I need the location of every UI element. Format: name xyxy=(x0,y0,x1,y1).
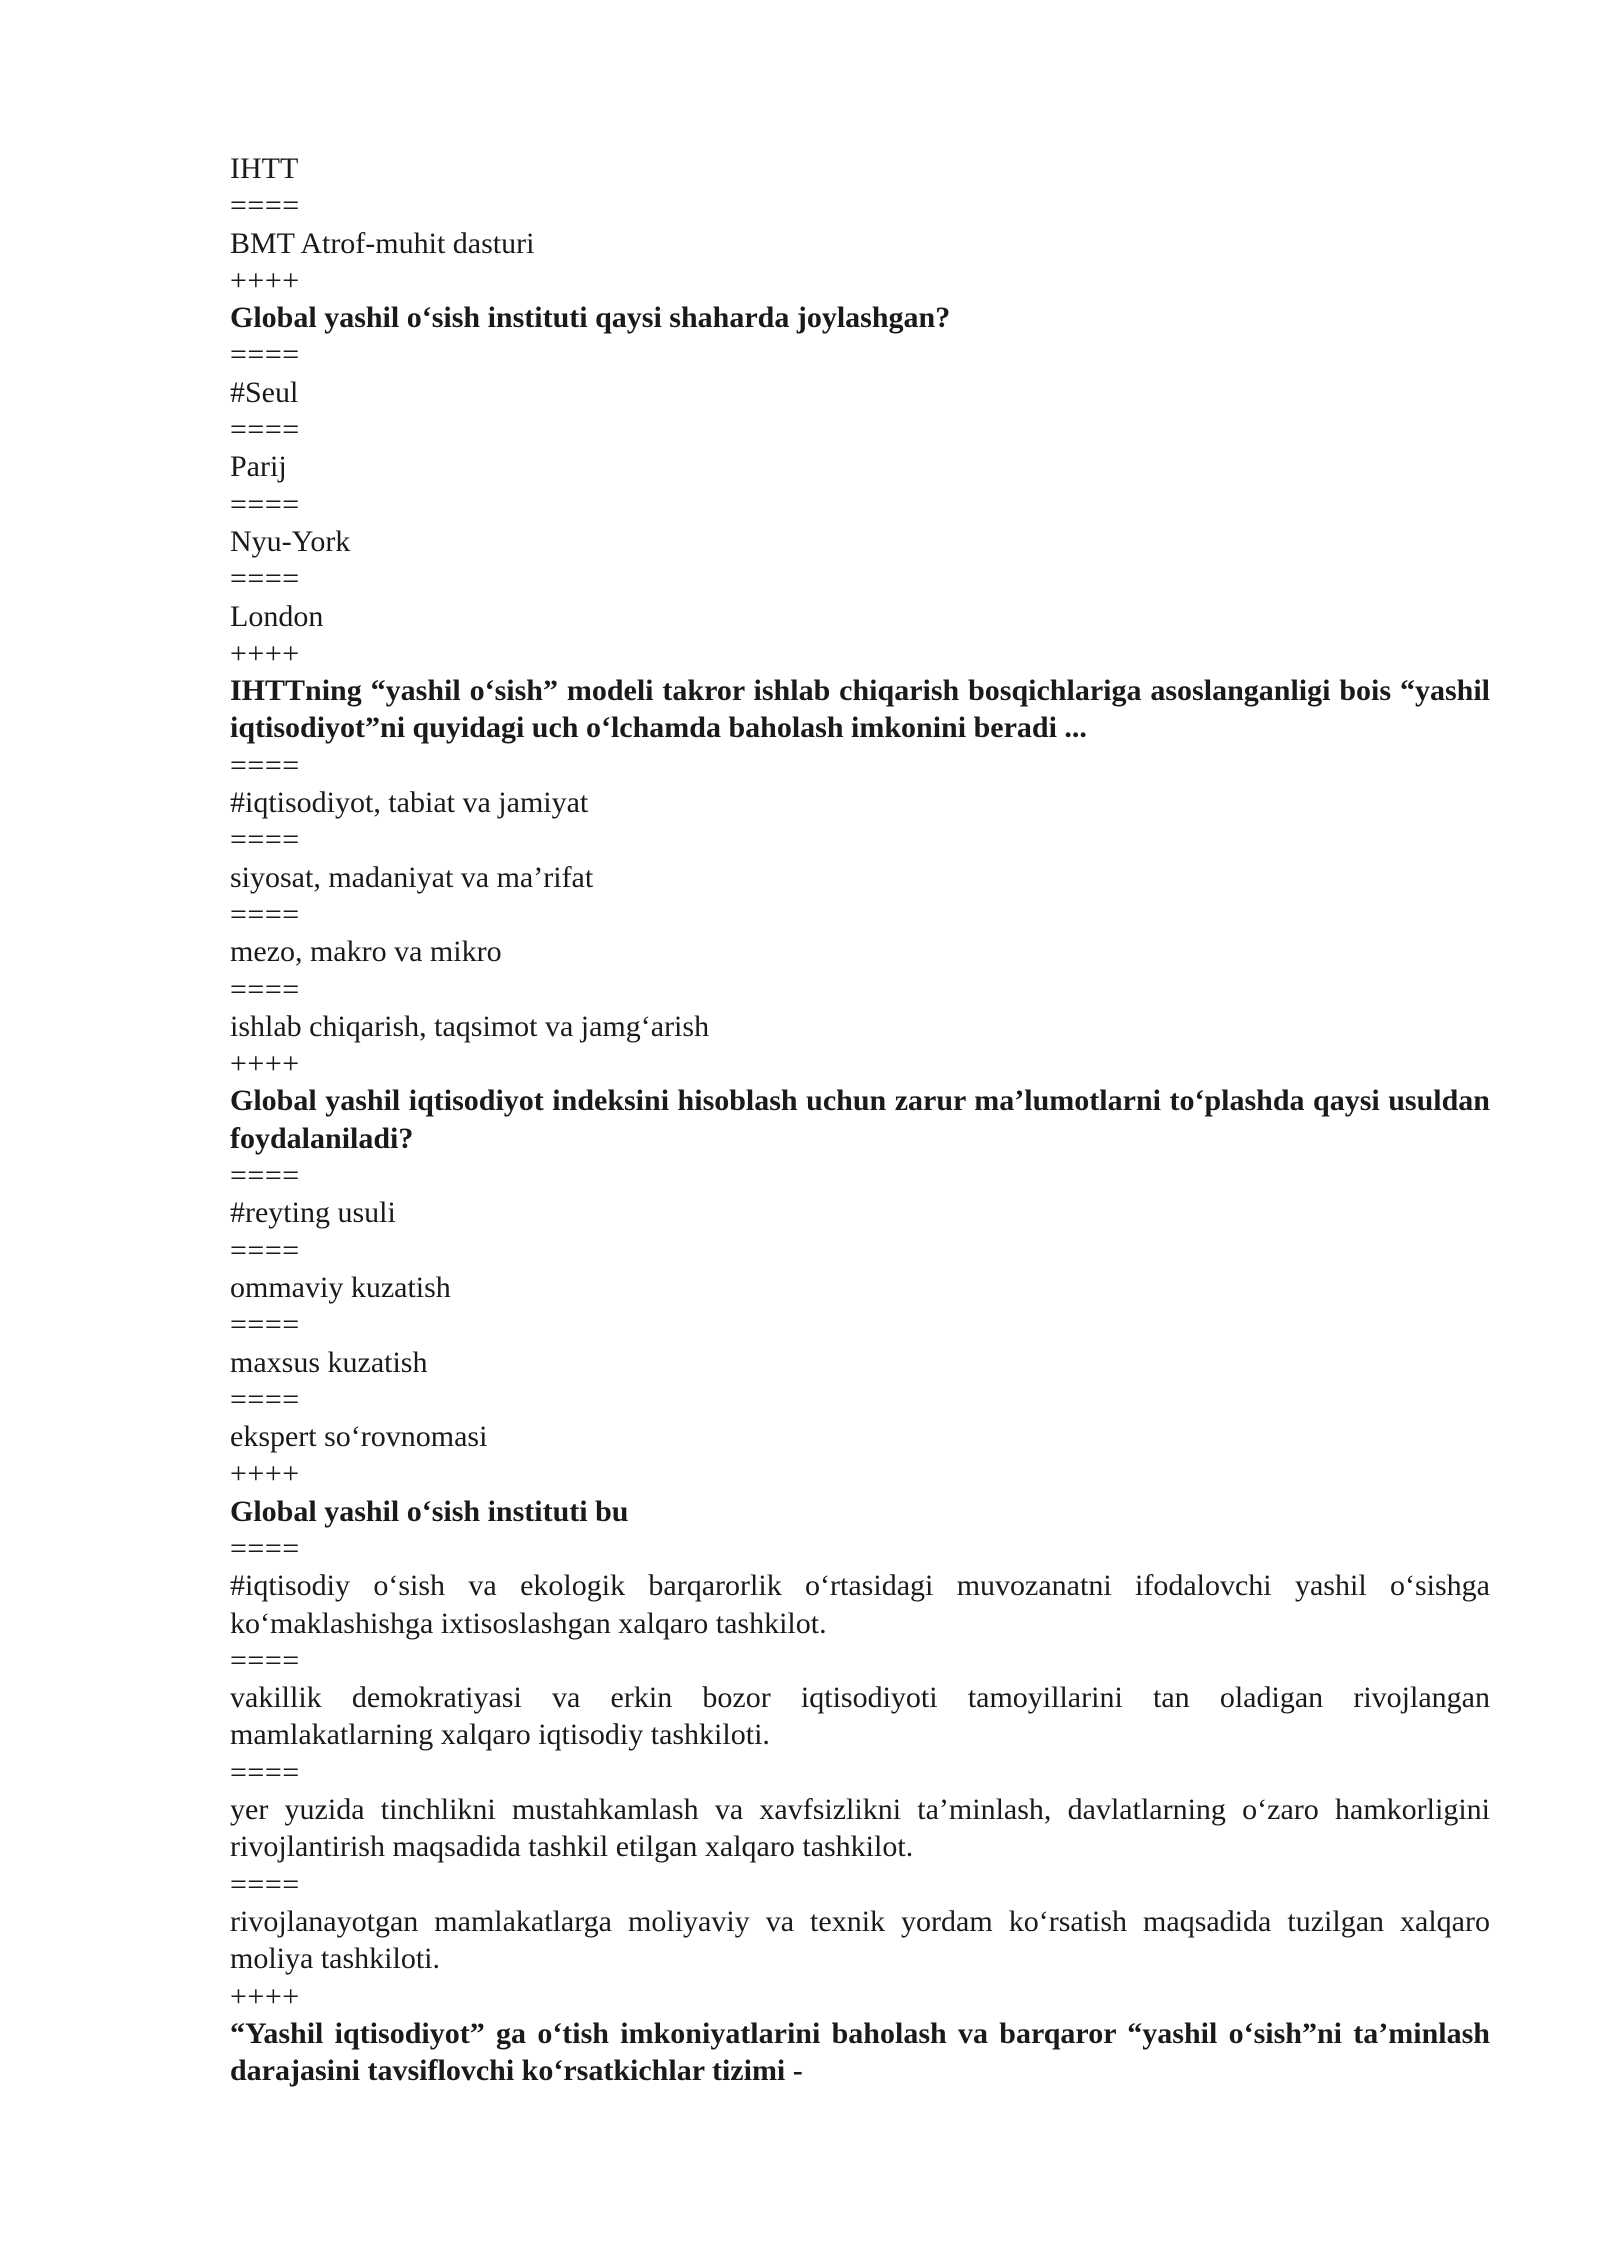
separator-line: ==== xyxy=(230,562,300,596)
answer-option: IHTT xyxy=(230,152,299,185)
answer-option: #iqtisodiyot, tabiat va jamiyat xyxy=(230,786,589,820)
separator-line: ==== xyxy=(230,1233,300,1267)
separator-line: ==== xyxy=(230,1755,300,1789)
question-text: Global yashil o‘sish instituti bu xyxy=(230,1494,629,1528)
answer-option: #Seul xyxy=(230,375,299,409)
separator-line: ==== xyxy=(230,1159,300,1193)
separator-line: ==== xyxy=(230,1382,300,1416)
separator-line: ==== xyxy=(230,897,300,931)
answer-option: rivojlanayotgan mamlakatlarga moliyaviy va texnik yordam ko‘rsatish maqsadida tuzilgan xalqaro moliya tashkiloti. xyxy=(230,1904,1498,1976)
separator-line: ==== xyxy=(230,823,300,857)
question-text: IHTTning “yashil o‘sish” modeli takror ishlab chiqarish bosqichlariga asoslanganligi bois “yashil iqtisodiyot”ni quyidagi uch o‘lchamda baholash imkonini beradi ... xyxy=(230,674,1498,745)
question-text: Global yashil iqtisodiyot indeksini hisoblash uchun zarur ma’lumotlarni to‘plashda qaysi usuldan foydalaniladi? xyxy=(230,1084,1498,1155)
separator-line: ++++ xyxy=(230,1979,300,2013)
separator-line: ==== xyxy=(230,1531,300,1565)
separator-line: ==== xyxy=(230,413,300,447)
separator-line: ++++ xyxy=(230,1457,300,1491)
answer-option: Nyu-York xyxy=(230,524,351,558)
answer-option: #iqtisodiy o‘sish va ekologik barqarorlik o‘rtasidagi muvozanatni ifodalovchi yashil o‘sishga ko‘maklashishga ixtisoslashgan xalqaro tashkilot. xyxy=(230,1569,1498,1640)
answer-option: siyosat, madaniyat va ma’rifat xyxy=(230,860,594,894)
separator-line: ==== xyxy=(230,1308,300,1342)
separator-line: ++++ xyxy=(230,1047,300,1081)
separator-line: ==== xyxy=(230,972,300,1006)
answer-option: mezo, makro va mikro xyxy=(230,935,502,969)
answer-option: London xyxy=(230,599,324,633)
question-text: “Yashil iqtisodiyot” ga o‘tish imkoniyatlarini baholash va barqaror “yashil o‘sish”ni ta’minlash darajasini tavsiflovchi ko‘rsatkichlar tizimi - xyxy=(230,2016,1498,2088)
answer-option: #reyting usuli xyxy=(230,1196,396,1230)
separator-line: ==== xyxy=(230,338,300,372)
separator-line: ==== xyxy=(230,1643,300,1677)
separator-line: ==== xyxy=(230,189,300,223)
answer-option: Parij xyxy=(230,450,287,484)
separator-line: ==== xyxy=(230,487,300,521)
answer-option: ekspert so‘rovnomasi xyxy=(230,1420,488,1454)
separator-line: ++++ xyxy=(230,636,300,670)
answer-option: ishlab chiqarish, taqsimot va jamg‘arish xyxy=(230,1009,710,1043)
answer-option: vakillik demokratiyasi va erkin bozor iqtisodiyoti tamoyillarini tan oladigan rivojlangan mamlakatlarning xalqaro iqtisodiy tashkiloti. xyxy=(230,1681,1498,1752)
separator-line: ++++ xyxy=(230,263,300,297)
answer-option: maxsus kuzatish xyxy=(230,1345,428,1379)
separator-line: ==== xyxy=(230,1867,300,1901)
answer-option: BMT Atrof-muhit dasturi xyxy=(230,226,535,260)
answer-option: yer yuzida tinchlikni mustahkamlash va xavfsizlikni ta’minlash, davlatlarning o‘zaro hamkorligini rivojlantirish maqsadida tashkil etilgan xalqaro tashkilot. xyxy=(230,1793,1498,1864)
question-text: Global yashil o‘sish instituti qaysi shaharda joylashgan? xyxy=(230,301,951,335)
answer-option: ommaviy kuzatish xyxy=(230,1270,451,1304)
separator-line: ==== xyxy=(230,748,300,782)
